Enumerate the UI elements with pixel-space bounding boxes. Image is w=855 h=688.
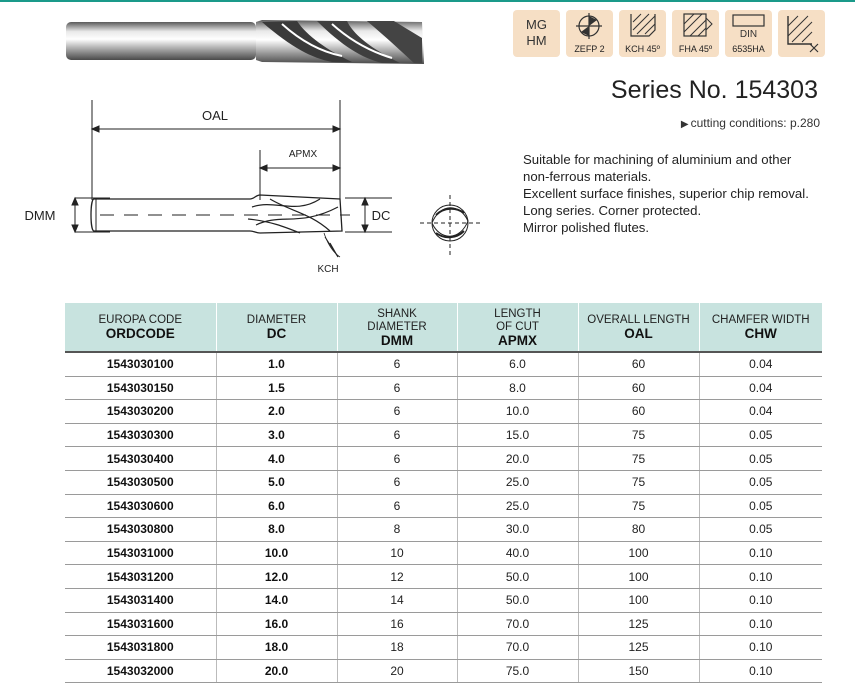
cell-ordcode: 1543030400	[65, 447, 216, 471]
cell-chw: 0.10	[699, 541, 822, 565]
cell-oal: 60	[578, 352, 699, 376]
table-row	[65, 447, 822, 471]
cell-oal: 125	[578, 636, 699, 660]
header-oal	[578, 303, 699, 352]
header-dc	[216, 303, 337, 352]
cell-apmx: 50.0	[457, 588, 578, 612]
cell-chw: 0.10	[699, 612, 822, 636]
dc-label: DC	[371, 208, 391, 223]
cell-dc: 3.0	[216, 423, 337, 447]
description-line: Excellent surface finishes, superior chip removal.	[523, 186, 809, 201]
table-row	[65, 376, 822, 400]
table-header-row	[65, 303, 822, 352]
cell-dmm: 6	[337, 352, 457, 376]
cell-oal: 100	[578, 588, 699, 612]
table-row	[65, 659, 822, 683]
table-row	[65, 352, 822, 376]
cell-ordcode: 1543031000	[65, 541, 216, 565]
cell-dmm: 14	[337, 588, 457, 612]
cell-ordcode: 1543032000	[65, 659, 216, 683]
dmm-label: DMM	[24, 208, 56, 223]
cutting-conditions-link[interactable]	[600, 116, 820, 130]
header-code: CHW	[744, 326, 777, 341]
cell-apmx: 70.0	[457, 612, 578, 636]
corner-chamfer-icon	[619, 10, 666, 44]
cutting-conditions-text: cutting conditions: p.280	[690, 116, 820, 130]
header-dmm	[337, 303, 457, 352]
kch-label: KCH	[317, 264, 339, 275]
header-label: CHAMFER WIDTH	[711, 314, 810, 326]
cell-dmm: 16	[337, 612, 457, 636]
end-mill-photo	[62, 8, 432, 72]
cell-ordcode: 1543030100	[65, 352, 216, 376]
cell-dmm: 6	[337, 494, 457, 518]
header-label: OVERALL LENGTH	[587, 314, 690, 326]
cell-chw: 0.10	[699, 636, 822, 660]
cell-dmm: 10	[337, 541, 457, 565]
series-title: Series No. 154303	[610, 76, 818, 104]
top-accent-line	[0, 0, 855, 2]
material-badge: MG HM	[513, 10, 560, 57]
cell-ordcode: 1543030200	[65, 400, 216, 424]
cell-dc: 18.0	[216, 636, 337, 660]
cell-dmm: 12	[337, 565, 457, 589]
table-row	[65, 588, 822, 612]
cell-apmx: 30.0	[457, 518, 578, 542]
oal-label: OAL	[201, 108, 229, 123]
cell-chw: 0.10	[699, 588, 822, 612]
play-arrow-icon: ▶	[680, 119, 689, 130]
cell-apmx: 70.0	[457, 636, 578, 660]
table-row	[65, 518, 822, 542]
cell-ordcode: 1543031200	[65, 565, 216, 589]
cell-oal: 75	[578, 494, 699, 518]
cell-dc: 1.5	[216, 376, 337, 400]
cell-chw: 0.05	[699, 494, 822, 518]
cell-oal: 100	[578, 541, 699, 565]
cell-chw: 0.10	[699, 565, 822, 589]
cell-apmx: 8.0	[457, 376, 578, 400]
cell-chw: 0.05	[699, 423, 822, 447]
cell-ordcode: 1543031600	[65, 612, 216, 636]
helix-angle-icon	[672, 10, 719, 44]
cell-ordcode: 1543030500	[65, 470, 216, 494]
cell-apmx: 25.0	[457, 470, 578, 494]
cell-apmx: 10.0	[457, 400, 578, 424]
table-row	[65, 423, 822, 447]
cell-oal: 100	[578, 565, 699, 589]
table-row	[65, 636, 822, 660]
cell-dc: 12.0	[216, 565, 337, 589]
header-apmx	[457, 303, 578, 352]
cell-dc: 20.0	[216, 659, 337, 683]
table-row	[65, 565, 822, 589]
specification-table	[65, 303, 822, 683]
cell-chw: 0.10	[699, 659, 822, 683]
cell-dmm: 18	[337, 636, 457, 660]
cell-oal: 60	[578, 400, 699, 424]
header-label: DIAMETER	[246, 314, 307, 326]
cell-oal: 150	[578, 659, 699, 683]
two-flute-icon	[566, 10, 613, 44]
header-label: LENGTH OF CUT	[494, 307, 541, 333]
cell-ordcode: 1543030150	[65, 376, 216, 400]
table-row	[65, 612, 822, 636]
description-line: Long series. Corner protected.	[523, 203, 702, 218]
cell-dc: 4.0	[216, 447, 337, 471]
header-code: DC	[266, 326, 287, 341]
cell-chw: 0.04	[699, 376, 822, 400]
din-badge: DIN 6535HA	[725, 10, 772, 57]
cell-chw: 0.04	[699, 352, 822, 376]
cell-dc: 16.0	[216, 612, 337, 636]
table-row	[65, 470, 822, 494]
header-chw	[699, 303, 822, 352]
table-row	[65, 400, 822, 424]
cell-apmx: 40.0	[457, 541, 578, 565]
cell-apmx: 20.0	[457, 447, 578, 471]
header-ordcode	[65, 303, 216, 352]
cell-dmm: 6	[337, 400, 457, 424]
header-code: ORDCODE	[105, 326, 175, 341]
corner-protection-icon	[778, 10, 825, 57]
cell-dmm: 6	[337, 376, 457, 400]
cell-dmm: 8	[337, 518, 457, 542]
product-description	[523, 151, 809, 236]
cell-apmx: 25.0	[457, 494, 578, 518]
cell-oal: 60	[578, 376, 699, 400]
cell-apmx: 50.0	[457, 565, 578, 589]
cell-ordcode: 1543030600	[65, 494, 216, 518]
cell-ordcode: 1543031800	[65, 636, 216, 660]
cell-dmm: 6	[337, 423, 457, 447]
description-line: Mirror polished flutes.	[523, 220, 650, 235]
fha-badge: FHA 45º	[672, 10, 719, 57]
cell-oal: 125	[578, 612, 699, 636]
cell-chw: 0.04	[699, 400, 822, 424]
header-label: SHANK DIAMETER	[367, 307, 427, 333]
cell-dc: 6.0	[216, 494, 337, 518]
cell-apmx: 75.0	[457, 659, 578, 683]
technical-drawing	[20, 95, 490, 285]
cell-dmm: 6	[337, 470, 457, 494]
cell-dc: 10.0	[216, 541, 337, 565]
cell-oal: 75	[578, 423, 699, 447]
cell-chw: 0.05	[699, 447, 822, 471]
cell-oal: 80	[578, 518, 699, 542]
cell-ordcode: 1543031400	[65, 588, 216, 612]
cell-ordcode: 1543030300	[65, 423, 216, 447]
zefp-badge: ZEFP 2	[566, 10, 613, 57]
feature-badges	[513, 10, 825, 57]
description-line: non-ferrous materials.	[523, 169, 652, 184]
header-code: APMX	[497, 332, 537, 348]
header-code: OAL	[624, 326, 653, 341]
cell-dc: 2.0	[216, 400, 337, 424]
tolerance-badge	[778, 10, 825, 57]
cell-dc: 14.0	[216, 588, 337, 612]
cell-dc: 5.0	[216, 470, 337, 494]
kch-badge: KCH 45º	[619, 10, 666, 57]
cell-dmm: 6	[337, 447, 457, 471]
description-line: Suitable for machining of aluminium and other	[523, 152, 792, 167]
cell-ordcode: 1543030800	[65, 518, 216, 542]
cell-apmx: 15.0	[457, 423, 578, 447]
header-label: EUROPA CODE	[98, 314, 182, 326]
header-code: DMM	[380, 332, 414, 348]
cell-dc: 1.0	[216, 352, 337, 376]
cell-chw: 0.05	[699, 518, 822, 542]
cell-oal: 75	[578, 470, 699, 494]
table-row	[65, 494, 822, 518]
cell-dmm: 20	[337, 659, 457, 683]
cell-chw: 0.05	[699, 470, 822, 494]
cell-apmx: 6.0	[457, 352, 578, 376]
standard-bar-icon	[725, 10, 772, 30]
apmx-label: APMX	[288, 149, 318, 160]
table-row	[65, 541, 822, 565]
cell-oal: 75	[578, 447, 699, 471]
cell-dc: 8.0	[216, 518, 337, 542]
